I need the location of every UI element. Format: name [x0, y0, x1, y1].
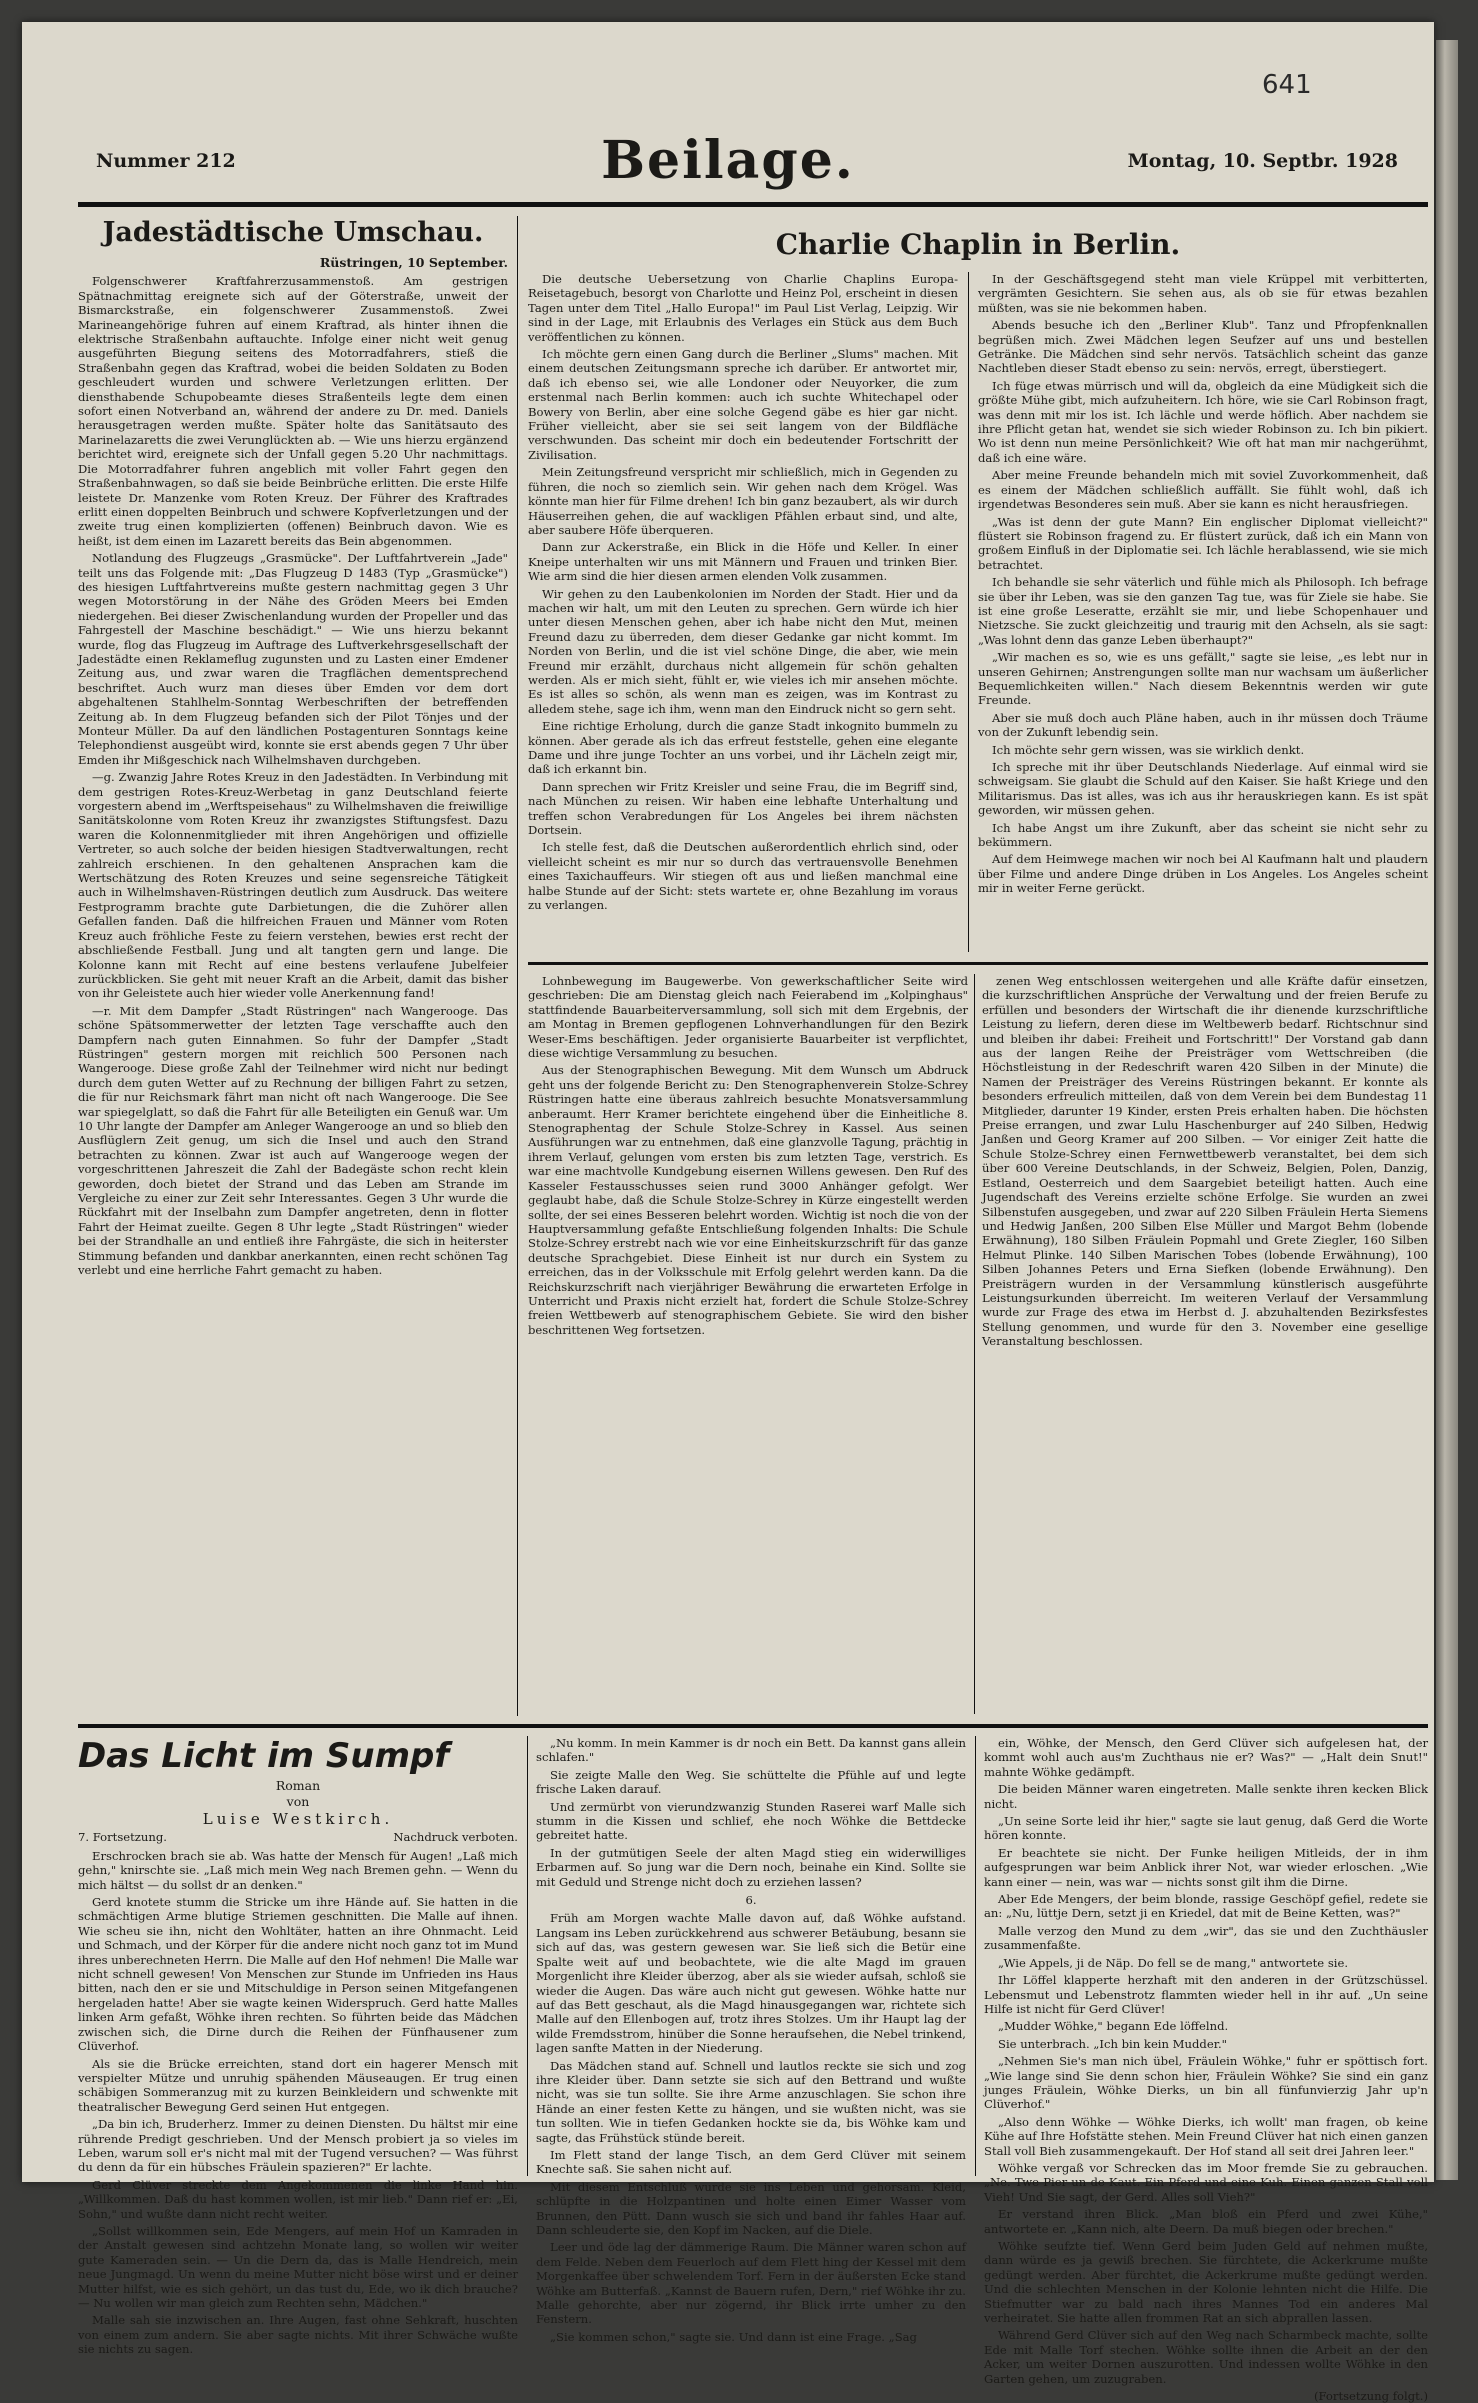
- novel-p20: „Un seine Sorte leid ihr hier," sagte sie laut genug, daß Gerd die Worte hören konnte.: [984, 1814, 1428, 1843]
- local-news-column: [78, 216, 508, 1716]
- novel-meta: [78, 1830, 518, 1844]
- chaplin-p1: Die deutsche Uebersetzung von Charlie Chaplins Europa-Reisetagebuch, besorgt von Charlotte und Heinz Pol, erscheint in diesen Tagen unter dem Titel „Hallo Europa!" im Paul List Verlag, Leipzig. Wir sind in der Lage, mit Erlaubnis des Verlages ein Stück aus dem Buch veröffentlichen zu können.: [528, 272, 958, 344]
- novel-p10: Und zermürbt von vierundzwanzig Stunden Raserei warf Malle sich stumm in die Kissen und schlief, ehe noch Wöhke die Bettdecke gebreitet hatte.: [536, 1799, 966, 1843]
- chaplin-p2: Ich möchte gern einen Gang durch die Berliner „Slums" machen. Mit einem deutschen Zeitungsmann spreche ich darüber. Er antwortet mir, daß ich ebenso sei, wie alle Londoner oder Neuyorker, die zum erstenmal nach Berlin kommen: auch ich suchte Whitechapel oder Bowery von Berlin, aber eine solche Gegend gäbe es hier gar nicht. Früher vielleicht, aber sie sei seit langem von der Bildfläche verschwunden. Das scheint mir doch ein bedeutender Fortschritt der Zivilisation.: [528, 347, 958, 462]
- novel-column-3: [984, 1736, 1428, 2403]
- column-rule-left: [517, 216, 518, 1716]
- article-car-accident: Folgenschwerer Kraftfahrerzusammenstoß. Am gestrigen Spätnachmittag ereignete sich auf der Göterstraße, unweit der Bismarckstraße, ein folgenschwerer Zusammenstoß. Zwei Marineangehörige fuhren auf einem Kraftrad, als hinter ihnen die elektrische Straßenbahn auftauchte. Infolge einer nicht weit genug ausgeführten Biegung seitens des Motorradfahrers, stieß die Straßenbahn gegen das Kraftrad, wobei die beiden Soldaten zu Boden geschleudert wurden und schwere Verletzungen erlitten. Der diensthabende Schupobeamte dieses Straßenteils legte dem einen sofort einen Notverband an, während der andere zu Dr. med. Daniels herausgetragen werden mußte. Später holte das Sanitätsauto des Marinelazaretts die zwei Verunglückten ab. — Wie uns hierzu ergänzend berichtet wird, ereignete sich der Unfall gegen 5.20 Uhr nachmittags. Die Motorradfahrer fuhren angeblich mit voller Fahrt gegen den Straßenbahnwagen, so daß sie beide Beinbrüche erlitten. Die erste Hilfe leistete Dr. Manzenke vom Roten Kreuz. Der Führer des Kraftrades erlitt einen doppelten Beinbruch und schwere Kopfverletzungen und der zweite trug einen komplizierten (offenen) Beinbruch davon. Wie es heißt, ist dem einen im Lazarett bereits das Bein abgenommen.: [78, 274, 508, 548]
- binding-edge: [1436, 40, 1458, 2180]
- novel-chapter-label: 7. Fortsetzung.: [78, 1830, 167, 1845]
- supplement-title: Beilage.: [601, 130, 855, 191]
- novel-p15: Mit diesem Entschluß wurde sie ins Leben und gehorsam. Kleid, schlüpfte in die Holzpantinen und holte einen Eimer Wasser vom Brunnen, den Pütt. Dann wusch sie sich und band ihr fahles Haar auf. Dann schleuderte sie, den Kopf im Nacken, auf die Diele.: [536, 2179, 966, 2237]
- novel-p16: Leer und öde lag der dämmerige Raum. Die Männer waren schon auf dem Felde. Neben dem Feuerloch auf dem Flett hing der Kessel mit dem Morgenkaffee über schwelendem Torf. Fern in der äußersten Ecke stand Wöhke am Butterfaß. „Kannst de Bauern rufen, Dern," rief Wöhke ihr zu. Malle gehorchte, aber nur zögernd, ihr Blick irrte umher zu den Fenstern.: [536, 2240, 966, 2327]
- chaplin-p12: Aber meine Freunde behandeln mich mit soviel Zuvorkommenheit, daß es einem der Mädchen schließlich auffällt. Sie fühlt wohl, daß ich irgendetwas Besonderes sein muß. Aber sie kann es nicht herausfriegen.: [978, 468, 1428, 512]
- column-rule-novel-1: [527, 1736, 528, 2176]
- novel-p28: „Nehmen Sie's man nich übel, Fräulein Wöhke," fuhr er spöttisch fort. „Wie lange sind Sie denn schon hier, Fräulein Wöhke? Sie sind ein ganz junges Fräulein, Wöhke Dierks, un bin all fünfunvierzig Jahr up'n Clüverhof.": [984, 2054, 1428, 2112]
- chaplin-p6: Eine richtige Erholung, durch die ganze Stadt inkognito bummeln zu können. Aber gerade als ich das erfreut feststelle, gehen eine elegante Dame und ihre junge Tochter an uns vorbei, und ihr Lächeln zeigt mir, daß ich erkannt bin.: [528, 719, 958, 777]
- novel-p21: Er beachtete sie nicht. Der Funke heiligen Mitleids, der in ihm aufgesprungen war beim Anblick ihrer Not, war wieder erloschen. „Wie kann einer — nein, was war — nichts sonst gilt ihm die Dirne.: [984, 1845, 1428, 1889]
- column-rule-chaplin: [968, 272, 969, 952]
- chaplin-p5: Wir gehen zu den Laubenkolonien im Norden der Stadt. Hier und da machen wir halt, um mit den Leuten zu sprechen. Gern würde ich hier unter diesen Menschen gehen, aber ich habe nicht den Mut, meinen Freund dazu zu überreden, dem dieser Gedanke gar nicht kommt. Im Norden von Berlin, und die ist viel schöne Dinge, die aber, wie mein Freund mir erzählt, durchaus nicht allgemein für schön gehalten werden. Als er mich sieht, fühlt er, wie vieles ich mir ansehen möchte. Es ist alles so schön, als wenn man es zeigen, was im Kontrast zu alledem stehe, sage ich ihm, wenn man den Eindruck nicht so gern seht.: [528, 586, 958, 716]
- novel-p12: Früh am Morgen wachte Malle davon auf, daß Wöhke aufstand. Langsam ins Leben zurückkehrend aus schwerer Betäubung, besann sie sich auf das, was gestern gewesen war. Sie ließ sich die Betür eine Spalte weit auf und beobachtete, wie die alte Magd im grauen Morgenlicht ihre Kleider überzog, aber als sie wieder aufsah, schloß sie wieder die Augen. Das wäre auch nicht gut gewesen. Wöhke hatte nur auf das Bett geschaut, als die Magd hinausgegangen war, richtete sich Malle auf den Ellenbogen auf, trotz ihres Stolzes. Um ihr Haupt lag der wilde Fremdsstrom, hinüber die Sonne heraufsehen, die Nebel trinkend, lagen sanfte Matten in der Niederung.: [536, 1911, 966, 2056]
- chaplin-p8: Ich stelle fest, daß die Deutschen außerordentlich ehrlich sind, oder vielleicht scheint es mir nur so durch das vertrauensvolle Benehmen eines Taxichauffeurs. Wir stiegen oft aus und ließen manchmal eine halbe Stunde auf der Sicht: stets wartete er, ohne Bezahlung im voraus zu verlangen.: [528, 840, 958, 913]
- chaplin-p13: „Was ist denn der gute Mann? Ein englischer Diplomat vielleicht?" flüstert sie Robinson fragend zu. Er flüstert zurück, daß ich ein Mann von großem Einfluß in der Diplomatie sei. Ich lächle herablassend, wie sie mich betrachtet.: [978, 514, 1428, 572]
- masthead-rule: [78, 202, 1428, 207]
- issue-date: Montag, 10. Septbr. 1928: [1127, 150, 1398, 172]
- novel-p2: Gerd knotete stumm die Stricke um ihre Hände auf. Sie hatten in die schmächtigen Arme blutige Striemen geschnitten. Die Malle auf ihnen. Wie scheu sie ihn, nicht den Wohltäter, hatten an ihre Ohnmacht. Leid und Schmach, und der Körper für die andere nicht noch ganz tot im Mund ihres unberechneten Herrn. Die Malle auf den Hof nehmen! Die Malle war nicht schnell gewesen! Von Menschen zur Stunde im Unfrieden ins Haus bitten, nach den er sie und Mitschuldige in Person seinen Mitgefangenen hergeladen hatte! Aber sie wagte keinen Widerspruch. Gerd hatte Malles linken Arm gefaßt, Wöhke ihren rechten. So führten beide das Mädchen zwischen sich, die Dirne durch die Reihen der Fünfhausener zum Clüverhof.: [78, 1895, 518, 2054]
- chaplin-p18: Ich spreche mit ihr über Deutschlands Niederlage. Auf einmal wird sie schweigsam. Sie glaubt die Schuld auf den Kaiser. Sie haßt Kriege und den Militarismus. Das ist alles, was ich aus ihr herauskriegen kann. Es ist spät geworden, wir müssen gehen.: [978, 760, 1428, 818]
- labor-column-2: [982, 974, 1428, 1714]
- novel-p23: Malle verzog den Mund zu dem „wir", das sie und den Zuchthäusler zusammenfaßte.: [984, 1923, 1428, 1953]
- chaplin-p20: Auf dem Heimwege machen wir noch bei Al Kaufmann halt und plaudern über Filme und andere Dinge drüben in Los Angeles. Los Angeles scheint mir in weiter Ferne gerückt.: [978, 852, 1428, 896]
- novel-p19: Die beiden Männer waren eingetreten. Malle senkte ihren kecken Blick nicht.: [984, 1782, 1428, 1811]
- section-rule-labor: [528, 962, 1428, 965]
- novel-p4: „Da bin ich, Bruderherz. Immer zu deinen Diensten. Du hältst mir eine rührende Predigt geschrieben. Und der Mensch probiert ja so vieles im Leben, warum soll er's nicht mal mit der Tugend versuchen? — Was führst du denn da für ein hübsches Fräulein spazieren?" Er lachte.: [78, 2117, 518, 2175]
- novel-p27: Sie unterbrach. „Ich bin kein Mudder.": [998, 2036, 1227, 2051]
- novel-p1: Erschrocken brach sie ab. Was hatte der Mensch für Augen! „Laß mich gehn," knirschte sie. „Laß mich mein Weg nach Bremen gehn. — Wenn du mich hältst — du sollst dr an denken.": [78, 1848, 518, 1892]
- novel-p30: Wöhke vergaß vor Schrecken das im Moor fremde Sie zu gebrauchen. „Ne. Twe Pier un de Kaut. Ein Pferd und eine Kuh. Einen ganzen Stall voll Vieh! Und Sie sagt, der Gerd. Alles soll Vieh?": [984, 2160, 1428, 2204]
- novel-chapter-number: 6.: [745, 1893, 757, 1908]
- article-stenography: Aus der Stenographischen Bewegung. Mit dem Wunsch um Abdruck geht uns der folgende Bericht zu: Den Stenographenverein Stolze-Schrey Rüstringen hatte eine überaus zahlreich besuchte Monatsversammlung anberaumt. Herr Kramer berichtete eingehend über die Einheitliche 8. Stenographentag der Schule Stolze-Schrey in Kassel. Aus seinen Ausführungen war zu entnehmen, daß eine glanzvolle Tagung, prächtig in ihrem Verlauf, gelungen vom ersten bis zum letzten Tage, verstrich. Es war eine machtvolle Kundgebung eisernen Willens gewesen. Den Ruf des Kasseler Festausschusses seien rund 3000 Anhänger gefolgt. Wer geglaubt habe, daß die Schule Stolze-Schrey in Kürze eingestellt werden sollte, der sei eines Besseren belehrt worden. Wichtig ist noch die von der Hauptversammlung gefaßte Entschließung folgenden Inhalts: Die Schule Stolze-Schrey erstrebt nach wie vor eine Einheitskurzschrift für das ganze deutsche Sprachgebiet. Diese Einheit ist nur durch ein System zu erreichen, das in der Volksschule mit Erfolg gelehrt werden kann. Da die Reichskurzschrift nach vierjähriger Bewährung die erwarteten Erfolge in Unterricht und Praxis nicht erzielt hat, fordert die Schule Stolze-Schrey freien Wettbewerb auf stenographischem Gebiete. Sie wird den bisher beschrittenen Weg fortsetzen.: [528, 1063, 968, 1337]
- novel-p24: „Wie Appels, ji de Näp. Do fell se de mang," antwortete sie.: [998, 1955, 1349, 1970]
- novel-p22: Aber Ede Mengers, der beim blonde, rassige Geschöpf gefiel, redete sie an: „Nu, lüttje Dern, setzt ji en Kriedel, dat mit de Beine Ketten, was?": [984, 1892, 1428, 1921]
- article-plane-landing: Notlandung des Flugzeugs „Grasmücke". Der Luftfahrtverein „Jade" teilt uns das Folgende mit: „Das Flugzeug D 1483 (Typ „Grasmücke") des hiesigen Luftfahrtvereins mußte gestern nachmittag gegen 3 Uhr wegen Motorstörung in der Nähe des Gröden Meers bei Emden niedergehen. Bei dieser Zwischenlandung wurden der Propeller und das Fahrgestell der Maschine beschädigt." — Wie uns hierzu bekannt wurde, flog das Flugzeug im Auftrage des Luftverkehrsgesellschaft der Jadestädte einen Reklameflug zugunsten und zu Lasten einer Emdener Zeitung aus, und zwar waren die Tragflächen dementsprechend beschriftet. Auch wurz man dieses über Emden vor dem dort abgehaltenen Stahlhelm-Sonntag Werbeschriften der betreffenden Zeitung ab. In dem Flugzeug befanden sich der Pilot Tönjes und der Monteur Müller. Da auf den ländlichen Postagenturen Sonntags keine Telephondienst ausgeübt wird, konnte sie erst abends gegen 7 Uhr über Emden ihr Mißgeschick nach Wilhelmshaven durchgeben.: [78, 551, 508, 767]
- novel-p7: Malle sah sie inzwischen an. Ihre Augen, fast ohne Sehkraft, huschten von einem zum andern. Sie aber sagte nichts. Mit ihrer Schwäche wußte sie nichts zu sagen.: [78, 2313, 518, 2357]
- article-red-cross: —g. Zwanzig Jahre Rotes Kreuz in den Jadestädten. In Verbindung mit dem gestrigen Rotes-Kreuz-Werbetag in ganz Deutschland feierte vorgestern abend im „Werftspeisehaus" zu Wilhelmshaven die freiwillige Sanitätskolonne vom Roten Kreuz ihr zwanzigstes Stiftungsfest. Dazu waren die Kolonnenmitglieder mit ihren Angehörigen und offizielle Vertreter, so auch solche der beiden hiesigen Stadtverwaltungen, recht zahlreich erschienen. In den gehaltenen Ansprachen kam die Wertschätzung des Roten Kreuzes und seine segensreiche Tätigkeit auch in Wilhelmshaven-Rüstringen deutlich zum Ausdruck. Das weitere Festprogramm brachte gute Darbietungen, die die Zuhörer allen Gefallen fanden. Daß die hilfreichen Frauen und Männer vom Roten Kreuz auch fröhliche Feste zu feiern verstehen, bewies erst recht der abschließende Festball. Jung und alt tangten gern und lange. Die Kolonne kann mit Recht auf eine bestens verlaufene Jubelfeier zurückblicken. Sie geht mit neuer Kraft an die Arbeit, damit das bisher von ihr Geleistete auch hier wieder volle Anerkennung fand!: [78, 770, 508, 1001]
- novel-p3: Als sie die Brücke erreichten, stand dort ein hagerer Mensch mit verspielter Mütze und unruhig spähenden Mäuseaugen. Er trug einen schäbigen Sommeranzug mit zu kurzen Beinkleidern und schwenkte mit theatralischer Bewegung Gerd seinen Hut entgegen.: [78, 2056, 518, 2114]
- novel-p31: Er verstand ihren Blick. „Man bloß ein Pferd und zwei Kühe," antwortete er. „Kann nich, alte Deern. Da muß biegen oder brechen.": [984, 2207, 1428, 2236]
- chaplin-p9: In der Geschäftsgegend steht man viele Krüppel mit verbitterten, vergrämten Gesichtern. Sie sehen aus, als ob sie für etwas bezahlen müßten, was sie nie bekommen haben.: [978, 272, 1428, 315]
- novel-p11: In der gutmütigen Seele der alten Magd stieg ein widerwilliges Erbarmen auf. So jung war die Dern noch, beinahe ein Kind. Sollte sie mit Geduld und Strenge nicht doch zu erziehen lassen?: [536, 1845, 966, 1889]
- novel-to-be-continued: (Fortsetzung folgt.): [1313, 2389, 1428, 2403]
- chaplin-headline: Charlie Chaplin in Berlin.: [775, 228, 1181, 261]
- novel-p8: „Nu komm. In mein Kammer is dr noch ein Bett. Da kannst gans allein schlafen.": [536, 1736, 966, 1765]
- article-construction-wages: Lohnbewegung im Baugewerbe. Von gewerkschaftlicher Seite wird geschrieben: Die am Dienstag gleich nach Feierabend im „Kolpinghaus" stattfindende Bauarbeiterversammlung, soll sich mit dem Ergebnis, der am Montag in Bremen gepflogenen Lohnverhandlungen für den Bezirk Weser-Ems beschäftigen. Jeder organisierte Bauarbeiter ist verpflichtet, diese wichtige Versammlung zu besuchen.: [528, 974, 968, 1061]
- labor-column-1: [528, 974, 968, 1714]
- issue-number: Nummer 212: [96, 150, 236, 172]
- column-rule-novel-2: [975, 1736, 976, 2176]
- local-news-dateline: Rüstringen, 10 September.: [319, 255, 508, 270]
- article-steamer-trip: —r. Mit dem Dampfer „Stadt Rüstringen" nach Wangerooge. Das schöne Spätsommerwetter der letzten Tage verschaffte auch den Dampfern nach guten Einnahmen. So fuhr der Dampfer „Stadt Rüstringen" gestern morgen mit reichlich 500 Personen nach Wangerooge. Diese große Zahl der Teilnehmer wird nicht nur bedingt durch dem guten Wetter auf zu Rechnung der billigen Fahrt zu setzen, die für nur Reichsmark fährt man nicht oft nach Wangerooge. Die See war spiegelglatt, so daß die Fahrt für alle Beteiligten ein Genuß war. Um 10 Uhr langte der Dampfer am Anleger Wangerooge an und so blieb den Ausflüglern Zeit genug, um sich die Insel und auch den Strand betrachten zu können. Zwar ist auch auf Wangerooge wegen der vorgeschrittenen Jahreszeit die Zahl der Badegäste schon recht klein geworden, doch bietet der Strand und das Leben am Strande im Vergleiche zu einer zur Zeit sehr Interessantes. Gegen 3 Uhr wurde die Rückfahrt mit der Inselbahn zum Dampfer angetreten, denn in flotter Fahrt der Heimat zueilte. Gegen 8 Uhr legte „Stadt Rüstringen" wieder bei der Strandhalle an und entließ ihre Fahrgäste, die sich in heiterster Stimmung befanden und dankbar anerkannten, einen recht schönen Tag verlebt und eine herrliche Fahrt gemacht zu haben.: [78, 1003, 508, 1278]
- novel-author: Luise Westkirch.: [202, 1810, 394, 1828]
- chaplin-p14: Ich behandle sie sehr väterlich und fühle mich als Philosoph. Ich befrage sie über ihr Leben, was sie den ganzen Tag tue, was für Ziele sie habe. Sie ist eine große Leseratte, erzählt sie mir, und liebe Schopenhauer und Nietzsche. Sie zuckt gleichzeitig und traurig mit den Achseln, als sie sagt: „Was lohnt denn das ganze Leben überhaupt?": [978, 575, 1428, 647]
- chaplin-p15: „Wir machen es so, wie es uns gefällt," sagte sie leise, „es lebt nur in unseren Gehirnen; Anstrengungen sollte man nur wachsam um äußerlicher Bequemlichkeiten willen." Nach diesem Bekenntnis werden wir gute Freunde.: [978, 650, 1428, 708]
- chaplin-p16: Aber sie muß doch auch Pläne haben, auch in ihr müssen doch Träume von der Zukunft lebendig sein.: [978, 710, 1428, 740]
- local-news-headline: Jadestädtische Umschau.: [102, 217, 484, 248]
- newspaper-page: [22, 22, 1434, 2403]
- novel-column-2: [536, 1736, 966, 2344]
- chaplin-p3: Mein Zeitungsfreund verspricht mir schließlich, mich in Gegenden zu führen, die noch so ziemlich sein. Wir gehen nach dem Krögel. Was könnte man hier für Filme drehen! Ich bin ganz bezaubert, als wir durch Häuserreihen gehen, die auf wackligen Pfählen erbaut sind, und alte, aber saubere Höfe überqueren.: [528, 465, 958, 537]
- chaplin-p19: Ich habe Angst um ihre Zukunft, aber das scheint sie nicht sehr zu bekümmern.: [978, 820, 1428, 850]
- novel-title: Das Licht im Sumpf: [78, 1736, 450, 1776]
- chaplin-p17: Ich möchte sehr gern wissen, was sie wirklich denkt.: [992, 742, 1305, 757]
- chaplin-p7: Dann sprechen wir Fritz Kreisler und seine Frau, die im Begriff sind, nach München zu reisen. Wir haben eine lebhafte Unterhaltung und treffen schon Verabredungen für Los Angeles bei ihrem nächsten Dortsein.: [528, 779, 958, 838]
- chaplin-p11: Ich füge etwas mürrisch und will da, obgleich da eine Müdigkeit sich die größte Mühe gibt, mich aufzuheitern. Ich höre, wie sie Carl Robinson fragt, was denn mit mir los ist. Ich lächle und werde höflich. Aber nachdem sie ihre Pflicht getan hat, wendet sie sich wieder Robinson zu. Ich bin pikiert. Wo ist denn nun meine Persönlichkeit? Wie oft hat man mir nachgerühmt, daß ich eine wäre.: [978, 378, 1428, 465]
- chaplin-column-1: [528, 272, 958, 952]
- novel-p9: Sie zeigte Malle den Weg. Sie schüttelte die Pfühle auf und legte frische Laken darauf.: [536, 1767, 966, 1797]
- novel-p5: Gerd Clüver streckte dem Angekommenen die linke Hand hin. „Willkommen. Daß du hast kommen wollen, ist mir lieb." Dann rief er: „Ei, Sohn," und wußte dann nicht recht weiter.: [78, 2177, 518, 2221]
- novel-p6: „Sollst willkommen sein, Ede Mengers, auf mein Hof un Kamraden in der Anstalt gewesen sind achtzehn Monate lang, so wollen wir weiter gute Kameraden sein. — Un die Dern da, das is Malle Hendreich, mein neue Jungmagd. Un wenn du meine Mutter nicht böse wirst und er deiner Mutter hilfst, wie es sich gehört, un das tust du, Ede, wo ik dich brauche? — Nu wollen wir man gleich zum Rechten sehn, Mädchen.": [78, 2223, 518, 2310]
- novel-by: von: [286, 1794, 310, 1809]
- column-rule-labor: [974, 974, 975, 1714]
- novel-p17: „Sie kommen schon," sagte sie. Und dann ist eine Frage. „Sag: [550, 2329, 917, 2344]
- novel-p32: Wöhke seufzte tief. Wenn Gerd beim Juden Geld auf nehmen mußte, dann würde es ja gewiß brechen. Sie fürchtete, die Ackerkrume mußte gedüngt werden. Aber fürchtet, die Ackerkrume mußte gedüngt werden. Und die schlechten Menschen in der Kolonie lehnten nicht die Hilfe. Die Stiefmutter war zu bald nach ihres Mannes Tod ein anderes Mal verheiratet. Sie hatte allen frommen Rat an sich abprallen lassen.: [984, 2239, 1428, 2326]
- chaplin-p10: Abends besuche ich den „Berliner Klub". Tanz und Pfropfenknallen begrüßen mich. Zwei Mädchen legen Seufzer auf uns und bestellen Getränke. Die Mädchen sind sehr nervös. Tatsächlich scheint das ganze Nachtleben dieser Stadt ebenso zu sein: nervös, erregt, überstiegert.: [978, 318, 1428, 376]
- novel-p33: Während Gerd Clüver sich auf den Weg nach Scharmbeck machte, sollte Ede mit Malle Torf stechen. Wöhke sollte ihnen die Arbeit an der den Acker, um weiter Dornen auszurotten. Und indessen wollte Wöhke in den Garten gehen, um zuzugraben.: [984, 2328, 1428, 2386]
- novel-rights-notice: Nachdruck verboten.: [393, 1830, 518, 1845]
- chaplin-column-2: [978, 272, 1428, 952]
- novel-p29: „Also denn Wöhke — Wöhke Dierks, ich wollt' man fragen, ob keine Kühe auf Ihre Hofstätte stehen. Mein Freund Clüver hat nich einen ganzen Stall voll Bieh zusammengekauft. Der Hof stand all seit drei Jahren leer.": [984, 2114, 1428, 2158]
- novel-genre: Roman: [275, 1778, 321, 1793]
- novel-p14: Im Flett stand der lange Tisch, an dem Gerd Clüver mit seinem Knechte saß. Sie sahen nicht auf.: [536, 2147, 966, 2177]
- article-stenography-cont: zenen Weg entschlossen weitergehen und alle Kräfte dafür einsetzen, die kurzschriftlichen Ansprüche der Verwaltung und der freien Berufe zu erfüllen und besonders der Wirtschaft die ihr dienende kurzschriftliche Leistung zu liefern, deren diese im Weltbewerb bedarf. Richtschnur sind und bleiben ihr dabei: Freiheit und Fortschritt!" Der Vorstand gab dann aus der langen Reihe der Preisträger vom Wettschreiben (die Höchstleistung in der Redeschrift waren 420 Silben in der Minute) die Namen der Preisträger des Vereins Rüstringen bekannt. Er konnte als besonders erfreulich mitteilen, daß von dem Verein bei dem Bundestag 11 Mitglieder, darunter 19 Kinder, ersten Preis erhalten haben. Die höchsten Preise errangen, und zwar Lulu Haschenburger auf 240 Silben, Hedwig Janßen und Georg Kramer auf 200 Silben. — Vor einiger Zeit hatte die Schule Stolze-Schrey einen Fernwettbewerb veranstaltet, bei dem sich über 600 Vereine Deutschlands, in der Schweiz, Belgien, Polen, Danzig, Estland, Oesterreich und dem Saargebiet beteiligt hatten. Auch eine Jugendschaft des Vereins erzielte schöne Erfolge. Sie wurden an zwei Silbenstufen ausgegeben, und zwar auf 220 Silben Fräulein Herta Siemens und Hedwig Janßen, 200 Silben Else Müller und Margot Behm (lobende Erwähnung), 180 Silben Fräulein Popmahl und Grete Ziegler, 160 Silben Helmut Plinke. 140 Silben Marischen Tobes (lobende Erwähnung), 100 Silben Johannes Peters und Erna Siefken (lobende Erwähnung). Den Preisträgern wurden in der Versammlung künstlerisch ausgeführte Leistungsurkunden überreicht. Im weiteren Verlauf der Versammlung wurde zur Frage des etwa im Herbst d. J. abzuhaltenden Bezirksfestes Stellung genommen, und wurde für den 3. November eine gesellige Veranstaltung beschlossen.: [982, 974, 1428, 1349]
- chaplin-p4: Dann zur Ackerstraße, ein Blick in die Höfe und Keller. In einer Kneipe unterhalten wir uns mit Männern und Frauen und trinken Bier. Wie arm sind die hier diesen armen elenden Volk zusammen.: [528, 540, 958, 584]
- section-rule-novel: [78, 1724, 1428, 1728]
- page-number-stamp: 641: [1262, 70, 1312, 100]
- novel-p13: Das Mädchen stand auf. Schnell und lautlos reckte sie sich und zog ihre Kleider über. Dann setzte sie sich auf den Bettrand und wußte nicht, was sie tun sollte. Sie ihre Arme anzuschlagen. Sie schon ihre Hände an einer festen Kette zu hängen, und sie wußten nicht, was sie tun sollten. Wie in tiefen Gedanken hockte sie da, bis Wöhke kam und sagte, das Frühstück stünde bereit.: [536, 2058, 966, 2145]
- novel-column-1: [78, 1736, 518, 2357]
- novel-p25: Ihr Löffel klapperte herzhaft mit den anderen in der Grützschüssel. Lebensmut und Lebenstrotz flammten wieder hell in ihr auf. „Un seine Hilfe ist nicht für Gerd Clüver!: [984, 1973, 1428, 2016]
- novel-p26: „Mudder Wöhke," begann Ede löffelnd.: [998, 2019, 1229, 2034]
- novel-p18: ein, Wöhke, der Mensch, den Gerd Clüver sich aufgelesen hat, der kommt wohl auch aus'm Zuchthaus nie er? Was?" — „Halt dein Snut!" mahnte Wöhke gedämpft.: [984, 1736, 1428, 1779]
